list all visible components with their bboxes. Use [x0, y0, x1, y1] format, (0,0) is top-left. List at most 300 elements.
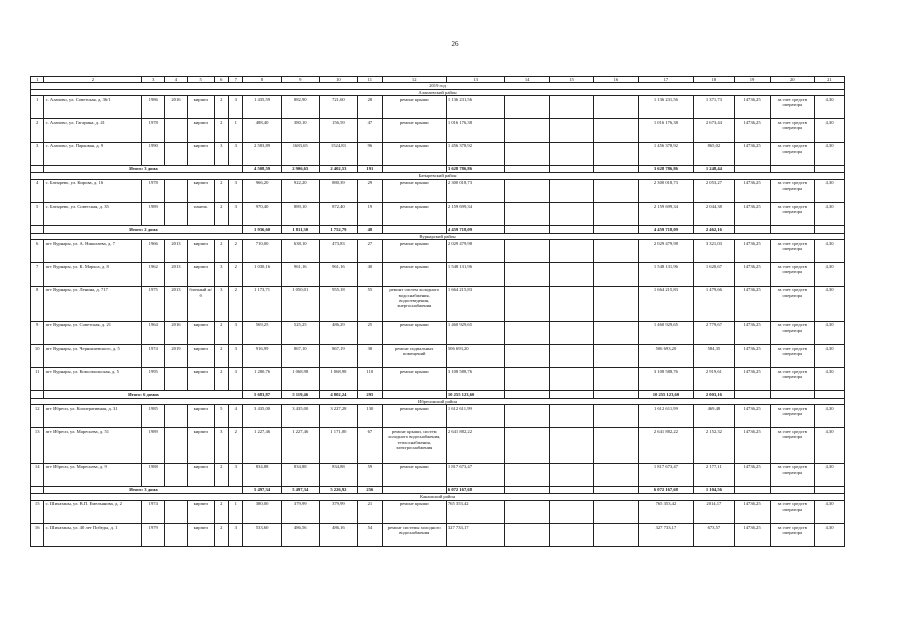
district-title: Вурнарский район [31, 233, 845, 239]
cell-src: за счет средств оператора [770, 96, 814, 119]
cell-a1: 710,00 [243, 240, 281, 263]
cell-lim: 14736,25 [734, 368, 770, 391]
subtotal-blank [734, 165, 770, 173]
cell-a3: 1 171,00 [319, 428, 357, 463]
table-row [31, 344, 845, 367]
cell-cost: 2 029 479,98 [446, 240, 505, 263]
subtotal-blank [594, 486, 638, 494]
cell-y1: 1989 [142, 428, 165, 463]
subtotal-cost: 10 255 123,60 [446, 391, 505, 399]
cell-y2 [165, 428, 188, 463]
cell-c15 [505, 368, 549, 391]
cell-addr: с. Батырево, ул. Кирова, д. 16 [44, 179, 142, 202]
subtotal-area2: 5 497,34 [281, 486, 319, 494]
cell-y1: 1988 [142, 463, 165, 486]
cell-y1: 1974 [142, 500, 165, 523]
cell-work: ремонт крыши [382, 179, 446, 202]
subtotal-blank [734, 391, 770, 399]
subtotal-blank [549, 486, 593, 494]
cell-n: 1 [31, 96, 44, 119]
cell-a1: 1 173,71 [243, 286, 281, 321]
cell-c15 [505, 240, 549, 263]
district-title: Батыревский район [31, 173, 845, 179]
cell-c16 [549, 344, 593, 367]
subtotal-total: 3 628 786,86 [638, 165, 694, 173]
cell-lim: 14736,25 [734, 263, 770, 286]
subtotal-blank [770, 486, 814, 494]
cell-mat: кирпич [187, 240, 214, 263]
cell-addr: пгт Вурнары, ул. К. Маркса, д. 8 [44, 263, 142, 286]
cell-lim: 14736,25 [734, 96, 770, 119]
column-number-cell: 9 [281, 77, 319, 83]
cell-mat: блочный ж/б [187, 286, 214, 321]
cell-res: 19 [357, 202, 382, 225]
cell-total: 1 548 131,96 [638, 263, 694, 286]
cell-total: 1 456 378,92 [638, 142, 694, 165]
cell-en: 3 [229, 344, 243, 367]
cell-src: за счет средств оператора [770, 142, 814, 165]
cell-y1: 1995 [142, 368, 165, 391]
cell-lim: 14736,25 [734, 524, 770, 547]
cell-a2: 867,10 [281, 344, 319, 367]
subtotal-per-meter: 1 248,44 [694, 165, 734, 173]
subtotal-blank [814, 165, 844, 173]
cell-work: ремонт подвальных помещений [382, 344, 446, 367]
subtotal-blank [814, 391, 844, 399]
subtotal-blank [814, 486, 844, 494]
cell-total: 1 016 176,38 [638, 119, 694, 142]
cell-src: за счет средств оператора [770, 368, 814, 391]
cell-n: 10 [31, 344, 44, 367]
cell-a3: 880,39 [319, 179, 357, 202]
cell-en: 2 [229, 263, 243, 286]
cell-cost: 1 016 176,38 [446, 119, 505, 142]
column-number-cell: 5 [187, 77, 214, 83]
table-row [31, 321, 845, 344]
cell-mat: кирпич [187, 263, 214, 286]
cell-a2: 525,25 [281, 321, 319, 344]
cell-src: за счет средств оператора [770, 179, 814, 202]
cell-a2: 379,99 [281, 500, 319, 523]
cell-a3: 379,99 [319, 500, 357, 523]
cell-total: 765 353,42 [638, 500, 694, 523]
cell-res: 47 [357, 119, 382, 142]
cell-lim: 14736,25 [734, 119, 770, 142]
cell-pm: 469,48 [694, 405, 734, 428]
cell-y2 [165, 500, 188, 523]
cell-src: за счет средств оператора [770, 286, 814, 321]
table-row [31, 263, 845, 286]
subtotal-blank [594, 165, 638, 173]
cell-y2 [165, 463, 188, 486]
cell-a2: 1683,65 [281, 142, 319, 165]
subtotal-blank [382, 486, 446, 494]
cell-a3: 156,59 [319, 119, 357, 142]
column-number-cell: 15 [549, 77, 593, 83]
cell-c17 [594, 405, 638, 428]
year-title: 2019 год [31, 83, 845, 89]
table-row [31, 405, 845, 428]
cell-yr: 4,30 [814, 202, 844, 225]
column-number-cell: 11 [357, 77, 382, 83]
cell-pm: 1 371,73 [694, 96, 734, 119]
cell-en: 3 [229, 179, 243, 202]
cell-fl: 3 [214, 263, 228, 286]
cell-res: 28 [357, 96, 382, 119]
subtotal-blank [734, 486, 770, 494]
table-row [31, 240, 845, 263]
cell-res: 110 [357, 368, 382, 391]
cell-y2 [165, 405, 188, 428]
cell-a2: 834,88 [281, 463, 319, 486]
cell-fl: 3 [214, 142, 228, 165]
cell-y1: 1975 [142, 286, 165, 321]
cell-pm: 2 053,27 [694, 179, 734, 202]
cell-addr: пгт Вурнары, ул. Ленина, д. 717 [44, 286, 142, 321]
cell-c17 [594, 428, 638, 463]
cell-cost: 1 456 378,92 [446, 142, 505, 165]
subtotal-per-meter: 1 104,56 [694, 486, 734, 494]
subtotal-per-meter: 2 003,16 [694, 391, 734, 399]
cell-a1: 1 227,46 [243, 428, 281, 463]
cell-total: 3 108 588,76 [638, 368, 694, 391]
cell-yr: 4,30 [814, 524, 844, 547]
cell-y1: 1986 [142, 96, 165, 119]
cell-yr: 4,30 [814, 119, 844, 142]
subtotal-blank [594, 391, 638, 399]
cell-pm: 584,35 [694, 344, 734, 367]
cell-a2: 889,10 [281, 202, 319, 225]
cell-pm: 2014,17 [694, 500, 734, 523]
cell-fl: 2 [214, 119, 228, 142]
cell-y2: 2016 [165, 321, 188, 344]
cell-work: ремонт крыши [382, 240, 446, 263]
column-number-cell: 18 [694, 77, 734, 83]
table-row [31, 500, 845, 523]
subtotal-blank [31, 391, 44, 399]
cell-work: ремонт крыши [382, 500, 446, 523]
cell-a1: 970,40 [243, 202, 281, 225]
cell-a3: 867,19 [319, 344, 357, 367]
cell-a1: 834,88 [243, 463, 281, 486]
cell-a3: 872,40 [319, 202, 357, 225]
cell-c16 [549, 240, 593, 263]
column-number-cell: 10 [319, 77, 357, 83]
subtotal-blank [31, 486, 44, 494]
cell-src: за счет средств оператора [770, 240, 814, 263]
cell-c15 [505, 142, 549, 165]
table-row [31, 463, 845, 486]
cell-res: 27 [357, 240, 382, 263]
cell-cost: 1 612 611,99 [446, 405, 505, 428]
cell-y1: 1964 [142, 321, 165, 344]
subtotal-row [31, 391, 845, 399]
cell-src: за счет средств оператора [770, 321, 814, 344]
subtotal-cost: 4 459 718,09 [446, 226, 505, 234]
cell-y1: 1979 [142, 524, 165, 547]
subtotal-blank [549, 391, 593, 399]
subtotal-label: Итого: 2 дома [44, 226, 243, 234]
subtotal-blank [549, 165, 593, 173]
cell-cost: 1 664 215,83 [446, 286, 505, 321]
cell-pm: 2 044,38 [694, 202, 734, 225]
cell-a3: 473,83 [319, 240, 357, 263]
cell-en: 2 [229, 240, 243, 263]
column-number-cell: 14 [505, 77, 549, 83]
subtotal-area1: 5 497,34 [243, 486, 281, 494]
cell-en: 1 [229, 500, 243, 523]
cell-mat: кирпич [187, 179, 214, 202]
cell-a1: 966,20 [243, 179, 281, 202]
cell-pm: 673,57 [694, 524, 734, 547]
cell-en: 3 [229, 368, 243, 391]
cell-work: ремонт крыши [382, 202, 446, 225]
cell-y1: 1990 [142, 142, 165, 165]
cell-pm: 2 779,67 [694, 321, 734, 344]
subtotal-blank [505, 165, 549, 173]
cell-c17 [594, 202, 638, 225]
cell-y1: 1989 [142, 202, 165, 225]
cell-pm: 2 673,44 [694, 119, 734, 142]
cell-yr: 4,30 [814, 286, 844, 321]
cell-en: 3 [229, 524, 243, 547]
subtotal-blank [594, 226, 638, 234]
cell-c16 [549, 142, 593, 165]
cell-cost: 1 460 929,65 [446, 321, 505, 344]
subtotal-residents: 295 [357, 391, 382, 399]
district-title: Канашский район [31, 494, 845, 500]
cell-mat: кирпич [187, 463, 214, 486]
cell-src: за счет средств оператора [770, 428, 814, 463]
cell-a2: 486,56 [281, 524, 319, 547]
cell-lim: 14736,25 [734, 240, 770, 263]
cell-a2: 380,10 [281, 119, 319, 142]
column-number-cell: 20 [770, 77, 814, 83]
cell-a3: 1524,83 [319, 142, 357, 165]
table-row [31, 428, 845, 463]
cell-a2: 1 068,98 [281, 368, 319, 391]
cell-mat: кирпич [187, 142, 214, 165]
cell-yr: 4,30 [814, 263, 844, 286]
cell-a1: 380,00 [243, 500, 281, 523]
cell-mat: кирпич [187, 428, 214, 463]
cell-n: 8 [31, 286, 44, 321]
cell-fl: 2 [214, 524, 228, 547]
cell-c15 [505, 463, 549, 486]
cell-res: 29 [357, 179, 382, 202]
cell-res: 21 [357, 500, 382, 523]
cell-src: за счет средств оператора [770, 344, 814, 367]
cell-yr: 4,30 [814, 405, 844, 428]
cell-n: 11 [31, 368, 44, 391]
cell-c16 [549, 202, 593, 225]
cell-mat: кирпич [187, 368, 214, 391]
subtotal-total: 10 255 123,60 [638, 391, 694, 399]
cell-n: 4 [31, 179, 44, 202]
cell-fl: 3 [214, 286, 228, 321]
table-row [31, 202, 845, 225]
cell-y2: 2019 [165, 344, 188, 367]
cell-total: 2 029 479,98 [638, 240, 694, 263]
cell-addr: пгт Вурнары, ул. Чернышевского, д. 5 [44, 344, 142, 367]
cell-y2: 2013 [165, 286, 188, 321]
column-number-cell: 21 [814, 77, 844, 83]
cell-addr: с. Шихазаны, ул. В.П. Емельянова, д. 2 [44, 500, 142, 523]
cell-mat: кирпич [187, 96, 214, 119]
cell-c16 [549, 405, 593, 428]
cell-c16 [549, 463, 593, 486]
subtotal-area1: 4 508,59 [243, 165, 281, 173]
cell-a3: 961,16 [319, 263, 357, 286]
cell-lim: 14736,25 [734, 463, 770, 486]
subtotal-blank [549, 226, 593, 234]
subtotal-cost: 6 072 167,68 [446, 486, 505, 494]
cell-fl: 2 [214, 202, 228, 225]
cell-work: ремонт систем холодного водоснабжения, водоотведения, энергоснабжения [382, 286, 446, 321]
cell-work: ремонт системы холодного водоснабжения [382, 524, 446, 547]
cell-src: за счет средств оператора [770, 263, 814, 286]
cell-cost: 1 817 673,47 [446, 463, 505, 486]
column-number-cell: 16 [594, 77, 638, 83]
cell-addr: пгт Вурнары, ул. Советская, д. 21 [44, 321, 142, 344]
cell-mat: панель [187, 202, 214, 225]
cell-work: ремонт крыши [382, 142, 446, 165]
cell-c15 [505, 96, 549, 119]
cell-mat: кирпич [187, 119, 214, 142]
subtotal-area2: 1 811,30 [281, 226, 319, 234]
subtotal-area3: 5 226,92 [319, 486, 357, 494]
cell-en: 3 [229, 463, 243, 486]
cell-a1: 1 280,76 [243, 368, 281, 391]
subtotal-blank [734, 226, 770, 234]
cell-yr: 4,30 [814, 368, 844, 391]
cell-cost: 1 136 231,56 [446, 96, 505, 119]
cell-en: 1 [229, 119, 243, 142]
cell-mat: кирпич [187, 500, 214, 523]
cell-c17 [594, 321, 638, 344]
page-number: 26 [451, 40, 459, 48]
column-number-cell: 3 [142, 77, 165, 83]
cell-work: ремонт крыши [382, 96, 446, 119]
subtotal-area1: 1 936,60 [243, 226, 281, 234]
subtotal-blank [505, 226, 549, 234]
cell-yr: 4,30 [814, 344, 844, 367]
subtotal-blank [505, 391, 549, 399]
cell-total: 1 664 215,83 [638, 286, 694, 321]
cell-y1: 1962 [142, 263, 165, 286]
cell-yr: 4,30 [814, 500, 844, 523]
cell-c15 [505, 344, 549, 367]
cell-n: 3 [31, 142, 44, 165]
cell-n: 13 [31, 428, 44, 463]
cell-mat: кирпич [187, 344, 214, 367]
cell-a2: 961,16 [281, 263, 319, 286]
cell-pm: 1 620,67 [694, 263, 734, 286]
cell-c17 [594, 142, 638, 165]
cell-n: 2 [31, 119, 44, 142]
cell-en: 4 [229, 405, 243, 428]
cell-mat: кирпич [187, 524, 214, 547]
cell-res: 54 [357, 524, 382, 547]
cell-y2: 2013 [165, 240, 188, 263]
subtotal-row [31, 165, 845, 173]
cell-total: 506 693,20 [638, 344, 694, 367]
cell-a2: 3 435,00 [281, 405, 319, 428]
cell-lim: 14736,25 [734, 428, 770, 463]
cell-yr: 4,30 [814, 96, 844, 119]
cell-total: 2 641 882,22 [638, 428, 694, 463]
cell-lim: 14736,25 [734, 500, 770, 523]
cell-c17 [594, 119, 638, 142]
cell-fl: 2 [214, 344, 228, 367]
cell-lim: 14736,25 [734, 286, 770, 321]
subtotal-blank [31, 165, 44, 173]
cell-src: за счет средств оператора [770, 405, 814, 428]
cell-en: 3 [229, 202, 243, 225]
cell-c16 [549, 286, 593, 321]
cell-addr: с. Батырево, ул. Советская, д. 35 [44, 202, 142, 225]
cell-y1: 1978 [142, 179, 165, 202]
cell-c16 [549, 263, 593, 286]
subtotal-residents: 48 [357, 226, 382, 234]
cell-work: ремонт крыши [382, 119, 446, 142]
cell-c15 [505, 428, 549, 463]
cell-cost: 3 108 588,76 [446, 368, 505, 391]
cell-work: ремонт крыши [382, 368, 446, 391]
subtotal-residents: 256 [357, 486, 382, 494]
subtotal-row [31, 226, 845, 234]
cell-mat: кирпич [187, 405, 214, 428]
cell-res: 130 [357, 405, 382, 428]
cell-pm: 2 177,11 [694, 463, 734, 486]
cell-pm: 3 321,03 [694, 240, 734, 263]
cell-res: 40 [357, 263, 382, 286]
cell-cost: 765 353,42 [446, 500, 505, 523]
cell-a2: 1 050,01 [281, 286, 319, 321]
cell-c16 [549, 428, 593, 463]
cell-total: 327 733,17 [638, 524, 694, 547]
cell-c17 [594, 500, 638, 523]
cell-y1: 1978 [142, 119, 165, 142]
cell-lim: 14736,25 [734, 179, 770, 202]
cell-c15 [505, 524, 549, 547]
cell-fl: 3 [214, 428, 228, 463]
column-number-cell: 4 [165, 77, 188, 83]
cell-n: 15 [31, 500, 44, 523]
cell-c15 [505, 500, 549, 523]
cell-mat: кирпич [187, 321, 214, 344]
cell-src: за счет средств оператора [770, 500, 814, 523]
cell-res: 67 [357, 428, 382, 463]
column-number-cell: 6 [214, 77, 228, 83]
cell-fl: 2 [214, 368, 228, 391]
column-number-cell: 12 [382, 77, 446, 83]
cell-fl: 2 [214, 463, 228, 486]
table-row [31, 179, 845, 202]
cell-en: 3 [229, 142, 243, 165]
cell-yr: 4,30 [814, 179, 844, 202]
subtotal-per-meter: 2 462,16 [694, 226, 734, 234]
cell-n: 5 [31, 202, 44, 225]
cell-y2 [165, 119, 188, 142]
cell-fl: 2 [214, 179, 228, 202]
cell-yr: 4,30 [814, 428, 844, 463]
cell-total: 1 817 673,47 [638, 463, 694, 486]
cell-work: ремонт крыши [382, 321, 446, 344]
cell-n: 7 [31, 263, 44, 286]
cell-cost: 1 548 131,96 [446, 263, 505, 286]
cell-fl: 2 [214, 321, 228, 344]
